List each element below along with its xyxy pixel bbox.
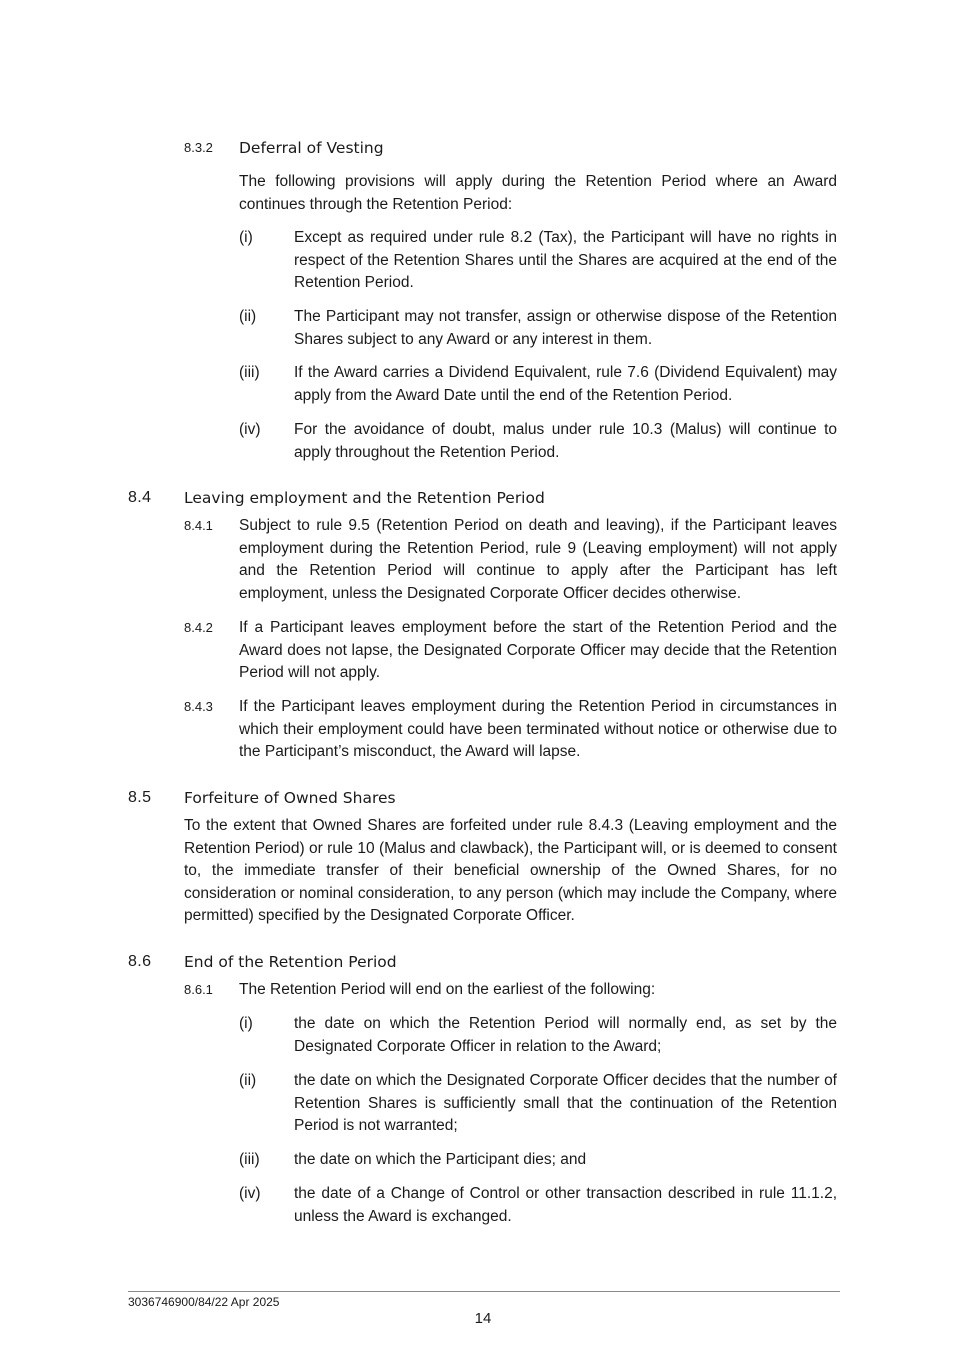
list-item-text: the date of a Change of Control or other transaction described in rule 11.1.2, unless the Award is exchanged. xyxy=(294,1185,837,1225)
clause-number-8-4-1: 8.4.1 xyxy=(184,518,213,533)
section-heading-end-of-retention: End of the Retention Period xyxy=(184,953,397,971)
section-heading-leaving-employment: Leaving employment and the Retention Period xyxy=(184,489,545,507)
forfeiture-paragraph: To the extent that Owned Shares are forfeited under rule 8.4.3 (Leaving employment and the Retention Period) or rule 10 (Malus and clawback), the Participant will, or is deemed to consent to, the immediate transfer of their beneficial ownership of the Owned Shares, for no consideration or nominal consideration, to any person (which may include the Company, where permitted) specified by the Designated Corporate Officer. xyxy=(184,817,837,925)
list-item-text: the date on which the Designated Corporate Officer decides that the number of Retention Shares is sufficiently small that the continuation of the Retention Period is not warranted; xyxy=(294,1072,837,1135)
list-label: (ii) xyxy=(239,308,257,325)
list-label: (i) xyxy=(239,229,253,246)
clause-text-8-4-3: If the Participant leaves employment during the Retention Period in circumstances in which their employment could have been terminated without notice or otherwise due to the Participant’s misconduct, the Award will lapse. xyxy=(239,698,837,761)
section-number-8-4: 8.4 xyxy=(128,489,152,506)
list-label: (i) xyxy=(239,1015,253,1032)
clause-heading-deferral-of-vesting: Deferral of Vesting xyxy=(239,139,384,157)
clause-number-8-4-3: 8.4.3 xyxy=(184,699,213,714)
clause-text-8-4-1: Subject to rule 9.5 (Retention Period on death and leaving), if the Participant leaves employment during the Retention Period, rule 9 (Leaving employment) will not apply and the Retention Period will continue to apply after the Participant has left employment, unless the Designated Corporate Officer decides otherwise. xyxy=(239,517,837,602)
list-item-text: the date on which the Retention Period will normally end, as set by the Designated Corporate Officer in relation to the Award; xyxy=(294,1015,837,1055)
page-number: 14 xyxy=(474,1310,492,1327)
list-item-text: For the avoidance of doubt, malus under rule 10.3 (Malus) will continue to apply throughout the Retention Period. xyxy=(294,421,837,461)
deferral-intro-paragraph: The following provisions will apply during the Retention Period where an Award continues through the Retention Period: xyxy=(239,173,837,213)
list-label: (iv) xyxy=(239,421,261,438)
list-item-text: Except as required under rule 8.2 (Tax), the Participant will have no rights in respect of the Retention Shares until the Shares are acquired at the end of the Retention Period. xyxy=(294,229,837,292)
list-item-text: If the Award carries a Dividend Equivalent, rule 7.6 (Dividend Equivalent) may apply from the Award Date until the end of the Retention Period. xyxy=(294,364,837,404)
clause-number-8-3-2: 8.3.2 xyxy=(184,140,213,155)
list-label: (iii) xyxy=(239,364,260,381)
list-item-text: The Participant may not transfer, assign or otherwise dispose of the Retention Shares subject to any Award or any interest in them. xyxy=(294,308,837,348)
clause-number-8-4-2: 8.4.2 xyxy=(184,620,213,635)
clause-text-8-4-2: If a Participant leaves employment before the start of the Retention Period and the Award does not lapse, the Designated Corporate Officer may decide that the Retention Period will not apply. xyxy=(239,619,837,682)
section-heading-forfeiture: Forfeiture of Owned Shares xyxy=(184,789,396,807)
list-label: (iv) xyxy=(239,1185,261,1202)
list-label: (iii) xyxy=(239,1151,260,1168)
list-item-text: the date on which the Participant dies; and xyxy=(294,1151,587,1168)
section-number-8-5: 8.5 xyxy=(128,789,152,806)
list-label: (ii) xyxy=(239,1072,257,1089)
footer-document-reference: 3036746900/84/22 Apr 2025 xyxy=(128,1295,280,1309)
clause-text-8-6-1: The Retention Period will end on the earliest of the following: xyxy=(239,981,656,998)
clause-number-8-6-1: 8.6.1 xyxy=(184,982,213,997)
footer-divider xyxy=(128,1291,840,1292)
section-number-8-6: 8.6 xyxy=(128,953,152,970)
